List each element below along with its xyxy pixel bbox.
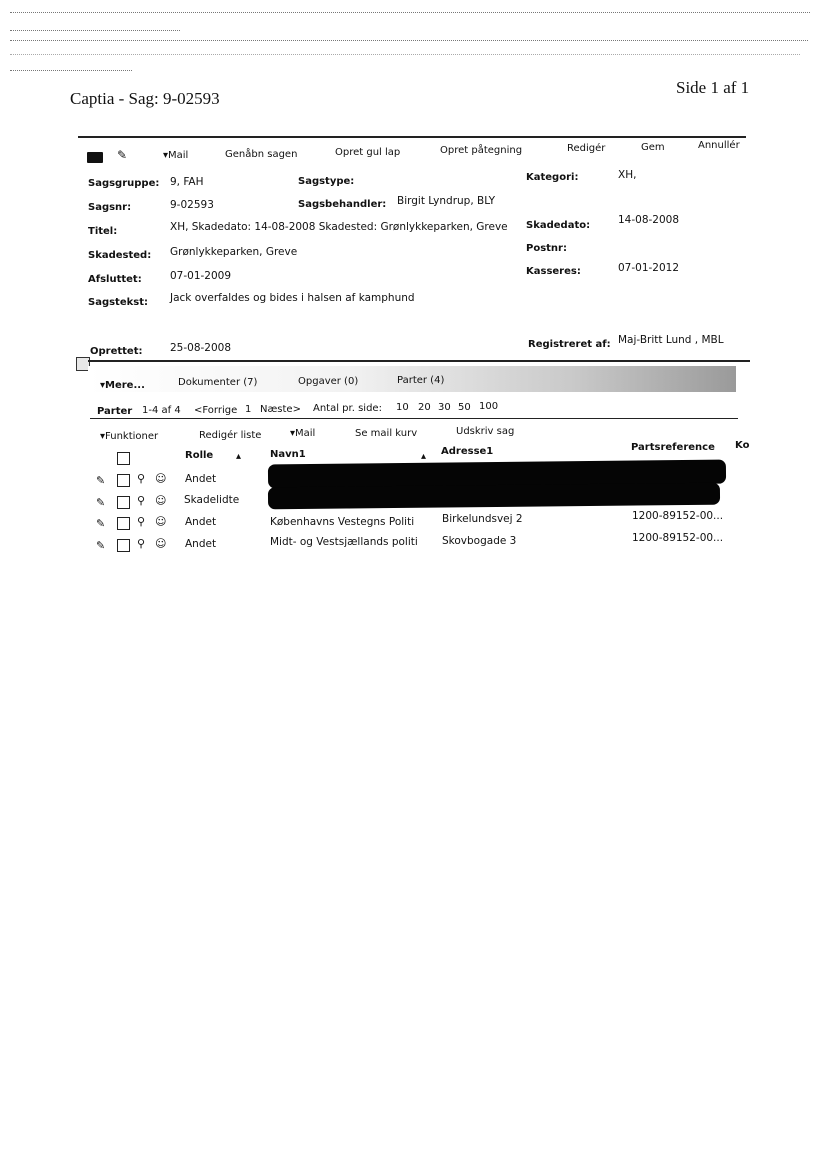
table-row-rolle: Skadelidte xyxy=(184,494,240,506)
sagsnr-value: 9-02593 xyxy=(170,199,214,211)
print-case-button[interactable]: Udskriv sag xyxy=(456,426,515,437)
per-page-option[interactable]: 20 xyxy=(418,402,431,413)
sagstype-label: Sagstype: xyxy=(298,176,355,187)
table-row-partsreference: 1200-89152-00... xyxy=(632,532,724,544)
pager-current-page: 1 xyxy=(245,404,252,415)
reopen-case-button[interactable]: Genåbn sagen xyxy=(225,149,298,160)
tab-more[interactable]: ▾Mere... xyxy=(100,380,145,391)
sort-arrow-icon[interactable]: ▴ xyxy=(236,451,242,462)
tab-documents[interactable]: Dokumenter (7) xyxy=(178,377,258,388)
skadedato-value: 14-08-2008 xyxy=(618,214,680,226)
per-page-option[interactable]: 100 xyxy=(479,401,499,412)
key-icon[interactable]: ⚲ xyxy=(137,537,146,550)
scan-header-line xyxy=(10,70,132,74)
column-header-partsreference[interactable]: Partsreference xyxy=(631,442,715,453)
titel-value: XH, Skadedato: 14-08-2008 Skadested: Grønlykkeparken, Greve xyxy=(170,221,508,233)
per-page-option[interactable]: 30 xyxy=(438,402,451,413)
sagstekst-value: Jack overfaldes og bides i halsen af kamphund xyxy=(170,292,415,304)
row-checkbox[interactable] xyxy=(117,496,130,509)
toolbar-top-border xyxy=(78,136,746,138)
redaction-bar xyxy=(268,483,720,510)
folder-icon[interactable] xyxy=(87,152,103,163)
afsluttet-value: 07-01-2009 xyxy=(170,270,232,282)
edit-icon[interactable]: ✎ xyxy=(96,496,106,509)
row-checkbox[interactable] xyxy=(117,517,130,530)
row-checkbox[interactable] xyxy=(117,539,130,552)
scan-header-line xyxy=(10,30,180,34)
per-page-label: Antal pr. side: xyxy=(313,403,382,414)
table-row-navn: Midt- og Vestsjællands politi xyxy=(270,536,418,548)
edit-button[interactable]: Redigér xyxy=(567,143,606,154)
table-row-rolle: Andet xyxy=(185,538,217,550)
sagsbehandler-label: Sagsbehandler: xyxy=(298,199,387,210)
oprettet-value: 25-08-2008 xyxy=(170,342,232,354)
row-checkbox[interactable] xyxy=(117,474,130,487)
functions-menu[interactable]: ▾Funktioner xyxy=(100,431,159,442)
edit-list-button[interactable]: Redigér liste xyxy=(199,430,262,441)
pager-range: 1-4 af 4 xyxy=(142,405,181,416)
save-button[interactable]: Gem xyxy=(641,142,665,153)
tab-parties[interactable]: Parter (4) xyxy=(397,375,445,386)
registreret-value: Maj-Britt Lund , MBL xyxy=(618,334,724,346)
sagsgruppe-label: Sagsgruppe: xyxy=(88,178,160,189)
list-mail-menu[interactable]: ▾Mail xyxy=(290,428,316,439)
sagsnr-label: Sagsnr: xyxy=(88,202,132,213)
registreret-label: Registreret af: xyxy=(528,339,611,350)
person-icon[interactable]: ☺ xyxy=(155,472,167,485)
person-icon[interactable]: ☺ xyxy=(155,494,167,507)
person-icon[interactable]: ☺ xyxy=(155,537,167,550)
postnr-label: Postnr: xyxy=(526,243,567,254)
mail-basket-button[interactable]: Se mail kurv xyxy=(355,428,418,439)
pager-next-link[interactable]: Næste> xyxy=(260,404,301,415)
pager-divider xyxy=(90,418,738,419)
scan-header-line xyxy=(10,12,810,16)
oprettet-label: Oprettet: xyxy=(90,346,143,357)
column-header-navn[interactable]: Navn1 xyxy=(270,449,306,460)
table-row-rolle: Andet xyxy=(185,473,217,485)
tab-tasks[interactable]: Opgaver (0) xyxy=(298,376,359,387)
sagsbehandler-value: Birgit Lyndrup, BLY xyxy=(397,195,496,207)
page-number: Side 1 af 1 xyxy=(676,78,750,97)
tag-icon[interactable]: ✎ xyxy=(117,148,128,162)
afsluttet-label: Afsluttet: xyxy=(88,274,142,285)
sagsgruppe-value: 9, FAH xyxy=(170,176,204,188)
scan-header-line xyxy=(10,54,800,58)
yellow-note-button[interactable]: Opret gul lap xyxy=(335,147,401,158)
kategori-value: XH, xyxy=(618,169,637,181)
skadested-value: Grønlykkeparken, Greve xyxy=(170,246,298,258)
table-row-navn: Københavns Vestegns Politi xyxy=(270,516,415,528)
column-header-ko[interactable]: Ko xyxy=(735,440,750,451)
per-page-option[interactable]: 10 xyxy=(396,402,409,413)
key-icon[interactable]: ⚲ xyxy=(137,515,146,528)
table-row-adresse: Skovbogade 3 xyxy=(442,535,517,547)
scan-header-line xyxy=(10,40,808,44)
skadedato-label: Skadedato: xyxy=(526,220,591,231)
cancel-button[interactable]: Annullér xyxy=(698,140,740,151)
pager-label: Parter xyxy=(97,406,133,417)
kasseres-label: Kasseres: xyxy=(526,266,581,277)
case-divider xyxy=(88,360,750,362)
table-row-partsreference: 1200-89152-00... xyxy=(632,510,724,522)
table-row-adresse: Birkelundsvej 2 xyxy=(442,513,523,525)
kasseres-value: 07-01-2012 xyxy=(618,262,680,274)
column-header-adresse[interactable]: Adresse1 xyxy=(441,446,494,457)
sagstekst-label: Sagstekst: xyxy=(88,297,149,308)
key-icon[interactable]: ⚲ xyxy=(137,472,146,485)
kategori-label: Kategori: xyxy=(526,172,579,183)
sort-arrow-icon[interactable]: ▴ xyxy=(421,451,427,462)
mail-menu[interactable]: ▾Mail xyxy=(163,150,189,161)
titel-label: Titel: xyxy=(88,226,118,237)
edit-icon[interactable]: ✎ xyxy=(96,474,106,487)
person-icon[interactable]: ☺ xyxy=(155,515,167,528)
edit-icon[interactable]: ✎ xyxy=(96,517,106,530)
select-all-checkbox[interactable] xyxy=(117,452,130,465)
skadested-label: Skadested: xyxy=(88,250,152,261)
pager-prev-link[interactable]: <Forrige xyxy=(194,405,238,416)
key-icon[interactable]: ⚲ xyxy=(137,494,146,507)
edit-icon[interactable]: ✎ xyxy=(96,539,106,552)
per-page-option[interactable]: 50 xyxy=(458,402,471,413)
page-title: Captia - Sag: 9-02593 xyxy=(70,89,220,108)
table-row-rolle: Andet xyxy=(185,516,217,528)
endorsement-button[interactable]: Opret påtegning xyxy=(440,145,523,156)
column-header-rolle[interactable]: Rolle xyxy=(185,450,214,461)
